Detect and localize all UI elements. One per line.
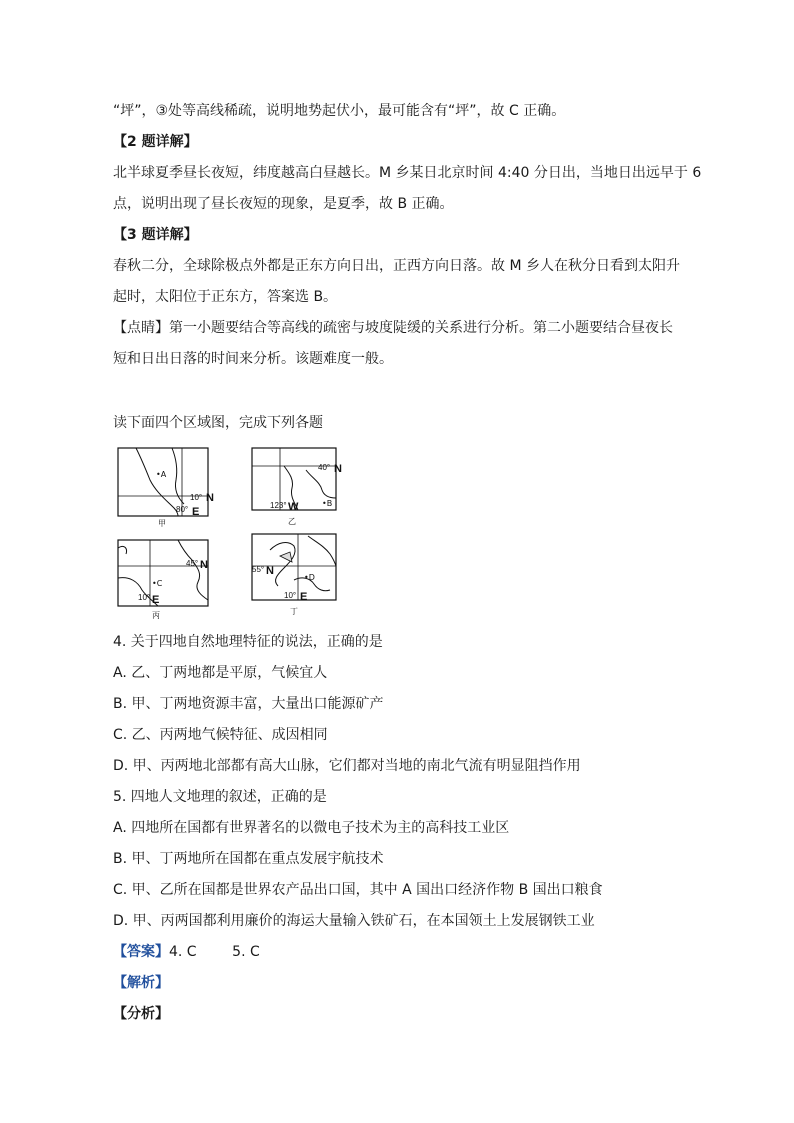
q5-option-c: C. 甲、乙所在国都是世界农产品出口国，其中 A 国出口经济作物 B 国出口粮食 xyxy=(113,882,603,898)
q4-stem: 4. 关于四地自然地理特征的说法，正确的是 xyxy=(113,634,383,650)
map-jia xyxy=(118,448,214,528)
q2-heading: 【2 题详解】 xyxy=(113,134,198,150)
analysis-label: 【解析】 xyxy=(113,975,169,991)
q4-option-a: A. 乙、丁两地都是平原，气候宜人 xyxy=(113,665,328,681)
q5-option-d: D. 甲、丙两国都利用廉价的海运大量输入铁矿石，在本国领土上发展钢铁工业 xyxy=(113,913,595,929)
map-yi-lat: 40° xyxy=(318,463,331,472)
answer-label: 【答案】 xyxy=(113,944,169,960)
q3-text-line2: 起时，太阳位于正东方，答案选 B。 xyxy=(113,289,338,305)
map-bing-lon: 10° xyxy=(138,593,151,602)
map-bing-point: •C xyxy=(152,579,163,588)
regional-maps-figure xyxy=(116,446,346,618)
q4-option-b: B. 甲、丁两地资源丰富，大量出口能源矿产 xyxy=(113,696,384,712)
map-yi-lat-dir: N xyxy=(334,463,342,475)
map-ding-caption: 丁 xyxy=(290,607,298,616)
q5-option-b: B. 甲、丁两地所在国都在重点发展宇航技术 xyxy=(113,851,384,867)
map-jia-lat: 10° xyxy=(190,493,203,502)
map-ding-lat-dir: N xyxy=(266,565,274,577)
prev-solution-line: “坪”，③处等高线稀疏，说明地势起伏小，最可能含有“坪”，故 C 正确。 xyxy=(113,103,566,119)
map-bing-lat-dir: N xyxy=(200,559,208,571)
map-jia-caption: 甲 xyxy=(158,519,166,528)
map-yi-lon: 123° xyxy=(270,501,287,510)
map-bing-lat: 45° xyxy=(186,559,199,568)
map-ding-lon: 10° xyxy=(284,591,297,600)
q5-option-a: A. 四地所在国都有世界著名的以微电子技术为主的高科技工业区 xyxy=(113,820,510,836)
map-bing-lon-dir: E xyxy=(152,594,160,606)
map-jia-lon: 80° xyxy=(176,505,189,514)
map-yi-caption: 乙 xyxy=(288,517,296,526)
tip-line2: 短和日出日落的时间来分析。该题难度一般。 xyxy=(113,351,393,367)
intro-text: 读下面四个区域图，完成下列各题 xyxy=(113,415,323,431)
map-jia-lat-dir: N xyxy=(206,492,214,504)
q4-option-c: C. 乙、丙两地气候特征、成因相同 xyxy=(113,727,328,743)
map-ding-point: •D xyxy=(304,573,315,582)
map-yi xyxy=(252,448,342,526)
map-ding-lat: 55° xyxy=(252,565,265,574)
q3-text-line1: 春秋二分，全球除极点外都是正东方向日出，正西方向日落。故 M 乡人在秋分日看到太阳升 xyxy=(113,258,680,274)
q4-option-d: D. 甲、丙两地北部都有高大山脉，它们都对当地的南北气流有明显阻挡作用 xyxy=(113,758,581,774)
answer-values: 4. C 5. C xyxy=(169,944,260,960)
map-bing xyxy=(118,540,208,620)
fenxi-label: 【分析】 xyxy=(113,1006,169,1022)
q5-stem: 5. 四地人文地理的叙述，正确的是 xyxy=(113,789,327,805)
map-ding-lon-dir: E xyxy=(300,591,308,603)
map-bing-caption: 丙 xyxy=(152,611,160,620)
answer-row xyxy=(113,942,260,962)
map-yi-lon-dir: W xyxy=(288,501,299,513)
map-ding xyxy=(252,534,336,616)
map-yi-point: •B xyxy=(322,499,333,508)
tip-line1: 【点睛】第一小题要结合等高线的疏密与坡度陡缓的关系进行分析。第二小题要结合昼夜长 xyxy=(113,320,673,336)
map-jia-lon-dir: E xyxy=(192,506,200,518)
map-jia-point: •A xyxy=(156,470,167,479)
q2-text-line2: 点，说明出现了昼长夜短的现象，是夏季，故 B 正确。 xyxy=(113,196,454,212)
q3-heading: 【3 题详解】 xyxy=(113,227,198,243)
q2-text-line1: 北半球夏季昼长夜短，纬度越高白昼越长。M 乡某日北京时间 4:40 分日出，当地日出远早于 6 xyxy=(113,165,702,181)
